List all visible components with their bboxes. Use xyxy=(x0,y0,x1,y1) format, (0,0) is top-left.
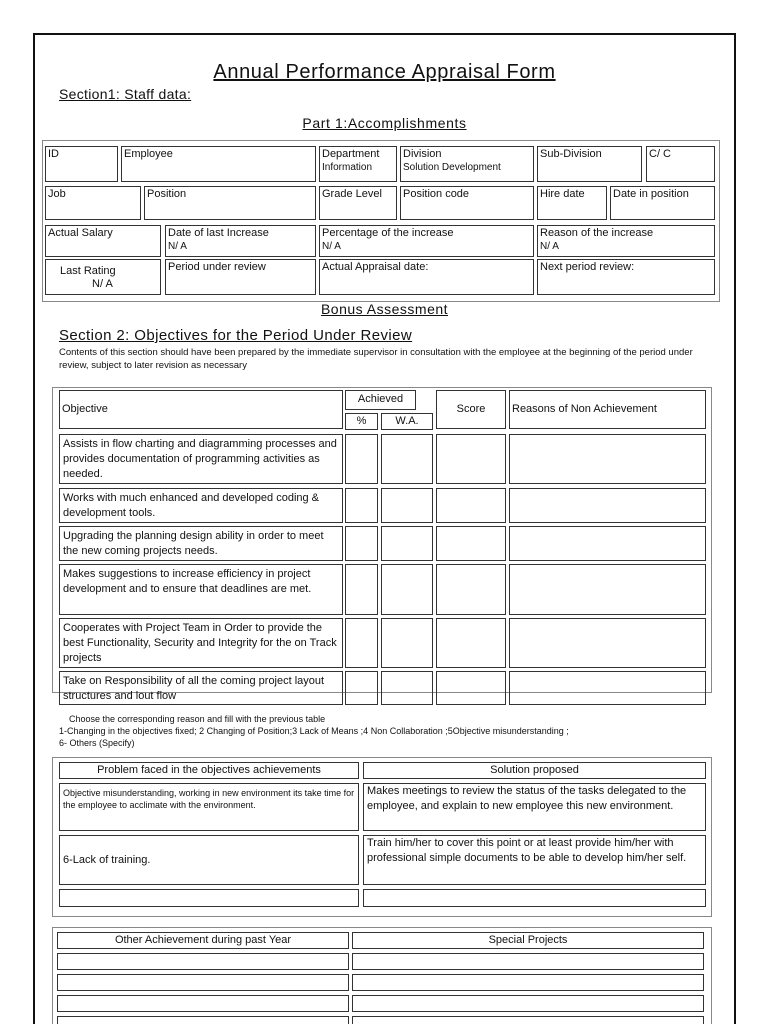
special-project-cell[interactable] xyxy=(352,974,704,991)
form-title: Annual Performance Appraisal Form xyxy=(213,61,556,83)
part1-title: Part 1:Accomplishments xyxy=(302,115,467,131)
reason-increase-label: Reason of the increase xyxy=(540,227,654,239)
grade-level-field[interactable] xyxy=(319,186,397,220)
objective-row-text: Take on Responsibility of all the coming project layout structures and lout flow xyxy=(59,671,343,705)
position-code-field[interactable] xyxy=(400,186,534,220)
problem-header: Problem faced in the objectives achievements xyxy=(59,762,359,779)
objective-row-text: Makes suggestions to increase efficiency in project development and to ensure that deadlines are met. xyxy=(59,564,343,615)
pct-header: % xyxy=(345,413,378,430)
objective-header: Objective xyxy=(59,390,343,429)
solution-cell[interactable] xyxy=(363,889,706,907)
department-value: Information xyxy=(322,162,373,173)
other-achievement-header: Other Achievement during past Year xyxy=(57,932,349,949)
other-achievement-cell[interactable] xyxy=(57,974,349,991)
reason-increase-field[interactable] xyxy=(537,225,715,257)
special-projects-header: Special Projects xyxy=(352,932,704,949)
cc-field[interactable] xyxy=(646,146,715,182)
department-label: Department xyxy=(322,148,380,160)
wa-cell[interactable] xyxy=(381,488,433,523)
section2-title: Section 2: Objectives for the Period Under Review xyxy=(59,327,413,344)
special-project-cell[interactable] xyxy=(352,1016,704,1024)
reason-notes-instruction: Choose the corresponding reason and fill with the previous table xyxy=(69,714,326,724)
objective-row-text: Assists in flow charting and diagramming processes and provides documentation of programming activities as needed. xyxy=(59,434,343,484)
pct-cell[interactable] xyxy=(345,434,378,484)
department-field[interactable] xyxy=(319,146,397,182)
next-review-label: Next period review: xyxy=(540,261,635,273)
score-cell[interactable] xyxy=(436,434,506,484)
pct-cell[interactable] xyxy=(345,671,378,705)
job-field[interactable] xyxy=(45,186,141,220)
appraisal-date-field[interactable] xyxy=(319,259,534,295)
hire-date-label: Hire date xyxy=(540,188,585,200)
last-increase-field[interactable] xyxy=(165,225,316,257)
reason-increase-value: N/ A xyxy=(540,241,559,252)
score-cell[interactable] xyxy=(436,564,506,615)
employee-field[interactable] xyxy=(121,146,316,182)
special-project-cell[interactable] xyxy=(352,953,704,970)
pct-increase-value: N/ A xyxy=(322,241,341,252)
reason-notes-others: 6- Others (Specify) xyxy=(59,738,135,748)
special-project-cell[interactable] xyxy=(352,995,704,1012)
last-increase-value: N/ A xyxy=(168,241,187,252)
objective-row-text: Cooperates with Project Team in Order to provide the best Functionality, Security and Integrity for the on Track projects xyxy=(59,618,343,668)
reason-cell[interactable] xyxy=(509,671,706,705)
objective-row-text: Works with much enhanced and developed coding & development tools. xyxy=(59,488,343,523)
subdivision-field[interactable] xyxy=(537,146,642,182)
reason-cell[interactable] xyxy=(509,434,706,484)
score-cell[interactable] xyxy=(436,526,506,561)
reason-notes xyxy=(59,713,569,749)
solution-cell[interactable]: Makes meetings to review the status of the tasks delegated to the employee, and explain to new employee this new environment. xyxy=(363,783,706,831)
score-cell[interactable] xyxy=(436,488,506,523)
division-label: Division xyxy=(403,148,442,160)
last-increase-label: Date of last Increase xyxy=(168,227,269,239)
other-achievement-cell[interactable] xyxy=(57,1016,349,1024)
pct-cell[interactable] xyxy=(345,526,378,561)
reason-cell[interactable] xyxy=(509,488,706,523)
other-achievement-cell[interactable] xyxy=(57,953,349,970)
bonus-assessment-title: Bonus Assessment xyxy=(320,301,449,317)
appraisal-date-label: Actual Appraisal date: xyxy=(322,261,429,273)
job-label: Job xyxy=(48,188,66,200)
score-header: Score xyxy=(436,390,506,429)
date-in-position-label: Date in position xyxy=(613,188,689,200)
last-rating-label: Last Rating xyxy=(60,265,116,277)
last-rating-field[interactable] xyxy=(45,259,161,295)
problem-cell[interactable]: Objective misunderstanding, working in new environment its take time for the employee to acclimate with the environment. xyxy=(59,783,359,831)
reason-cell[interactable] xyxy=(509,564,706,615)
pct-cell[interactable] xyxy=(345,618,378,668)
wa-cell[interactable] xyxy=(381,564,433,615)
subdivision-label: Sub-Division xyxy=(540,148,602,160)
problem-cell[interactable] xyxy=(59,889,359,907)
reason-cell[interactable] xyxy=(509,618,706,668)
objective-row-text: Upgrading the planning design ability in order to meet the new coming projects needs. xyxy=(59,526,343,561)
position-field[interactable] xyxy=(144,186,316,220)
position-label: Position xyxy=(147,188,187,200)
employee-label: Employee xyxy=(124,148,173,160)
pct-cell[interactable] xyxy=(345,564,378,615)
period-review-label: Period under review xyxy=(168,261,266,273)
section2-note: Contents of this section should have been prepared by the immediate supervisor in consultation with the employee at the beginning of the period under review, subject to later revision as necessary xyxy=(59,347,693,371)
wa-cell[interactable] xyxy=(381,671,433,705)
pct-increase-field[interactable] xyxy=(319,225,534,257)
achieved-header: Achieved xyxy=(345,390,416,410)
reasons-header: Reasons of Non Achievement xyxy=(509,390,706,429)
hire-date-field[interactable] xyxy=(537,186,607,220)
other-achievement-cell[interactable] xyxy=(57,995,349,1012)
actual-salary-label: Actual Salary xyxy=(48,227,113,239)
score-cell[interactable] xyxy=(436,671,506,705)
actual-salary-field[interactable] xyxy=(45,225,161,257)
id-label: ID xyxy=(48,148,59,160)
wa-cell[interactable] xyxy=(381,434,433,484)
appraisal-form xyxy=(33,33,736,1024)
cc-label: C/ C xyxy=(649,148,671,160)
section1-title: Section1: Staff data: xyxy=(59,86,192,102)
id-field[interactable] xyxy=(45,146,118,182)
position-code-label: Position code xyxy=(403,188,470,200)
solution-header: Solution proposed xyxy=(363,762,706,779)
last-rating-value: N/ A xyxy=(92,278,113,290)
problem-cell[interactable]: 6-Lack of training. xyxy=(59,835,359,885)
wa-header: W.A. xyxy=(381,413,433,430)
division-value: Solution Development xyxy=(403,162,501,173)
wa-cell[interactable] xyxy=(381,618,433,668)
pct-increase-label: Percentage of the increase xyxy=(322,227,454,239)
date-in-position-field[interactable] xyxy=(610,186,715,220)
reason-cell[interactable] xyxy=(509,526,706,561)
reason-notes-codes: 1-Changing in the objectives fixed; 2 Changing of Position;3 Lack of Means ;4 Non Collaboration ;5Objective misunderstanding ; xyxy=(59,726,569,736)
next-review-field[interactable] xyxy=(537,259,715,295)
solution-cell[interactable]: Train him/her to cover this point or at least provide him/her with professional simple documents to be able to develop him/her self. xyxy=(363,835,706,885)
grade-level-label: Grade Level xyxy=(322,188,382,200)
period-review-field[interactable] xyxy=(165,259,316,295)
score-cell[interactable] xyxy=(436,618,506,668)
wa-cell[interactable] xyxy=(381,526,433,561)
pct-cell[interactable] xyxy=(345,488,378,523)
division-field[interactable] xyxy=(400,146,534,182)
